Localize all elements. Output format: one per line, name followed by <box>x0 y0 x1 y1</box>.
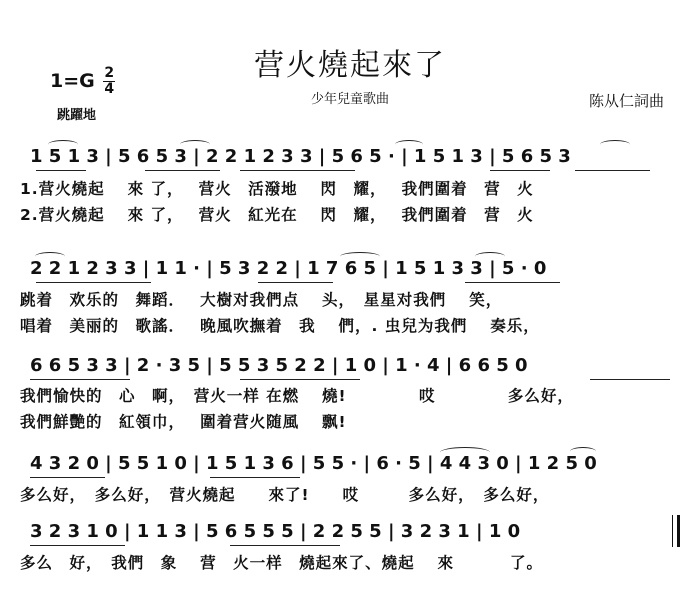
key-signature <box>50 66 115 97</box>
beam-line <box>36 282 151 283</box>
song-title: 营火燒起來了 <box>254 48 446 83</box>
lyric-line-3a: 我們愉快的 心 啊， 营火一样 在燃 燒! 哎 多么好， <box>20 387 574 405</box>
beam-line <box>240 170 355 171</box>
beam-line <box>36 170 86 171</box>
beam-line <box>145 170 220 171</box>
beam-line <box>590 379 670 380</box>
notation-row-5: 3 2 3 1 0 | 1 1 3 | 5 6 5 5 5 | 2 2 5 5 | 3 2 3 1 | 1 0 <box>30 521 521 542</box>
final-barline-thick <box>677 515 680 547</box>
lyric-line-1b: 2.营火燒起 來 了， 营火 紅光在 閃 耀， 我們圍着 营 火 <box>20 206 534 224</box>
slur-mark <box>600 140 630 149</box>
slur-mark <box>570 447 596 456</box>
time-signature-top: 2 <box>104 65 115 81</box>
lyric-line-2b: 唱着 美丽的 歌謠． 晚風吹撫着 我 們，. 虫兒为我們 奏乐， <box>20 317 540 335</box>
lyric-line-5a: 多么 好， 我們 象 营 火一样 燒起來了、燒起 來 了。 <box>20 554 543 572</box>
slur-mark <box>35 252 65 261</box>
slur-mark <box>180 140 210 149</box>
beam-line <box>30 545 125 546</box>
beam-line <box>575 170 650 171</box>
beam-line <box>230 545 340 546</box>
slur-mark <box>475 252 505 261</box>
beam-line <box>465 282 560 283</box>
tempo-marking: 跳躍地 <box>57 108 97 123</box>
key-label: 1=G <box>50 70 95 92</box>
slur-mark <box>48 140 78 149</box>
lyric-line-2a: 跳着 欢乐的 舞蹈． 大樹对我們点 头， 星星对我們 笑， <box>20 291 503 309</box>
notation-row-1: 1 5 1 3 | 5 6 5 3 | 2 2 1 2 3 3 | 5 6 5 · | 1 5 1 3 | 5 6 5 3 <box>30 146 571 167</box>
lyric-line-3b: 我們鮮艷的 紅領巾， 圍着营火随風 飘! <box>20 413 347 431</box>
notation-row-2: 2 2 1 2 3 3 | 1 1 · | 5 3 2 2 | 1 7 6 5 | 1 5 1 3 3 | 5 · 0 <box>30 258 547 279</box>
time-signature <box>103 66 115 97</box>
slur-mark <box>340 252 380 261</box>
slur-mark <box>440 447 490 458</box>
lyric-line-1a: 1.营火燒起 來 了， 营火 活潑地 閃 耀， 我們圍着 营 火 <box>20 180 534 198</box>
beam-line <box>30 379 130 380</box>
notation-row-3: 6 6 5 3 3 | 2 · 3 5 | 5 5 3 5 2 2 | 1 0 | 1 · 4 | 6 6 5 0 <box>30 355 528 376</box>
final-barline-thin <box>672 515 673 547</box>
beam-line <box>240 379 360 380</box>
beam-line <box>490 170 550 171</box>
time-signature-bottom: 4 <box>104 81 115 97</box>
slur-mark <box>395 140 423 149</box>
beam-line <box>210 477 300 478</box>
notation-row-4: 4 3 2 0 | 5 5 1 0 | 1 5 1 3 6 | 5 5 · | 6 · 5 | 4 4 3 0 | 1 2 5 0 <box>30 453 597 474</box>
composer-credit: 陈从仁詞曲 <box>588 92 664 110</box>
lyric-line-4a: 多么好， 多么好， 营火燒起 來了! 哎 多么好， 多么好， <box>20 486 550 504</box>
beam-line <box>258 282 333 283</box>
song-subtitle: 少年兒童歌曲 <box>310 92 389 107</box>
beam-line <box>30 477 105 478</box>
